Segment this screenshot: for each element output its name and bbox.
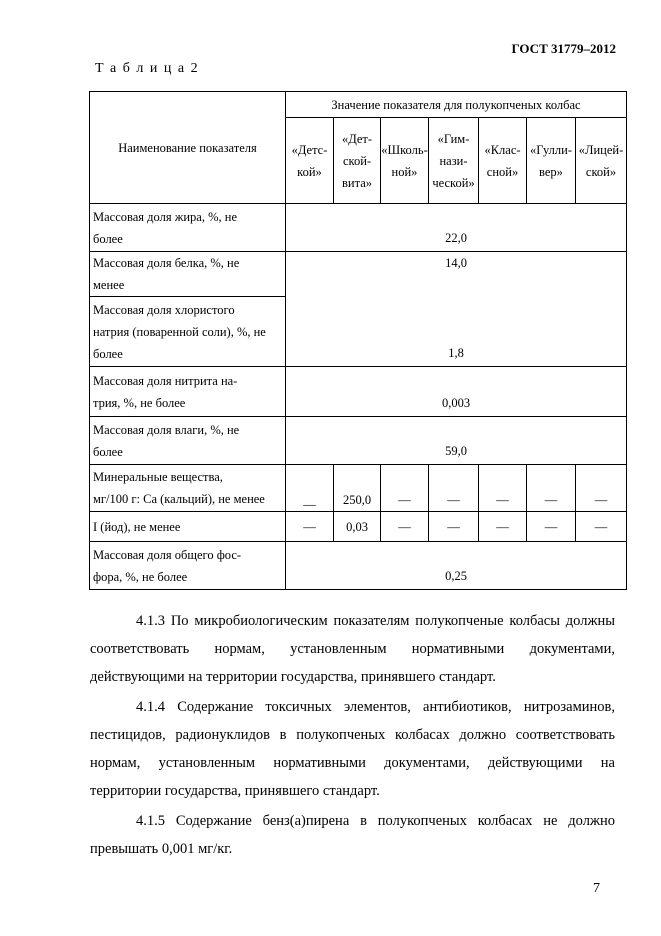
row-name: Массовая доля хлористого натрия (поваренной соли), %, не более xyxy=(90,297,286,367)
paragraph-4-1-3: 4.1.3 По микробиологическим показателям полукопченые колбасы должны соответствовать нормам, установленным нормативными документами, действующими на территории государства, принявшего стандарт. xyxy=(90,613,615,685)
row-cell: — xyxy=(479,512,527,542)
row-value: 14,0 xyxy=(286,252,627,297)
row-value: 22,0 xyxy=(286,204,627,252)
col-gulliver: «Гулли- вер» xyxy=(527,118,576,204)
table-row xyxy=(90,367,627,417)
col-shkolnoy: «Школь- ной» xyxy=(381,118,429,204)
document-header: ГОСТ 31779–2012 xyxy=(511,41,616,56)
table-row xyxy=(90,252,627,297)
col-header-name: Наименование показателя xyxy=(90,92,286,204)
row-cell: — xyxy=(576,465,627,512)
row-value: 1,8 xyxy=(286,297,627,367)
row-name: Массовая доля влаги, %, не более xyxy=(90,417,286,465)
row-name: Минеральные вещества, мг/100 г: Са (кальций), не менее xyxy=(90,465,286,512)
row-cell: — xyxy=(381,512,429,542)
row-cell: — xyxy=(479,465,527,512)
row-value: 0,25 xyxy=(286,542,627,590)
table-row xyxy=(90,542,627,590)
row-cell: — xyxy=(576,512,627,542)
col-klassnoy: «Клас- сной» xyxy=(479,118,527,204)
col-gimnazicheskoy: «Гим- нази- ческой» xyxy=(429,118,479,204)
row-cell: — xyxy=(286,512,334,542)
paragraph-4-1-5: 4.1.5 Содержание бенз(а)пирена в полукопченых колбасах не должно превышать 0,001 мг/кг. xyxy=(90,813,615,857)
row-cell: __ xyxy=(286,465,334,512)
row-name: Массовая доля жира, %, не более xyxy=(90,204,286,252)
row-cell: 0,03 xyxy=(334,512,381,542)
table-caption: Т а б л и ц а 2 xyxy=(95,61,200,76)
row-name: I (йод), не менее xyxy=(90,512,286,542)
col-detskoy-vita: «Дет- ской- вита» xyxy=(334,118,381,204)
table-row xyxy=(90,204,627,252)
row-cell: — xyxy=(429,512,479,542)
row-value: 59,0 xyxy=(286,417,627,465)
row-cell: — xyxy=(429,465,479,512)
row-name: Массовая доля нитрита на- трия, %, не более xyxy=(90,367,286,417)
row-name: Массовая доля общего фос- фора, %, не более xyxy=(90,542,286,590)
row-cell: — xyxy=(527,512,576,542)
row-cell: — xyxy=(527,465,576,512)
row-cell: — xyxy=(381,465,429,512)
paragraph-4-1-4: 4.1.4 Содержание токсичных элементов, антибиотиков, нитрозаминов, пестицидов, радионуклидов в полукопченых колбасах должно соответствовать нормам, установленным нормативными документами, действующими на территории государства, принявшего стандарт. xyxy=(90,699,615,799)
table-row xyxy=(90,417,627,465)
col-header-group: Значение показателя для полукопченых колбас xyxy=(286,92,627,118)
table-row xyxy=(90,512,627,542)
body-text xyxy=(90,607,615,863)
col-detskoy: «Детс- кой» xyxy=(286,118,334,204)
row-cell: 250,0 xyxy=(334,465,381,512)
col-liceyskoy: «Лицей- ской» xyxy=(576,118,627,204)
table-row xyxy=(90,297,627,367)
row-name: Массовая доля белка, %, не менее xyxy=(90,252,286,297)
table-row xyxy=(90,465,627,512)
indicator-table xyxy=(89,91,627,590)
page-number: 7 xyxy=(593,881,600,896)
row-value: 0,003 xyxy=(286,367,627,417)
